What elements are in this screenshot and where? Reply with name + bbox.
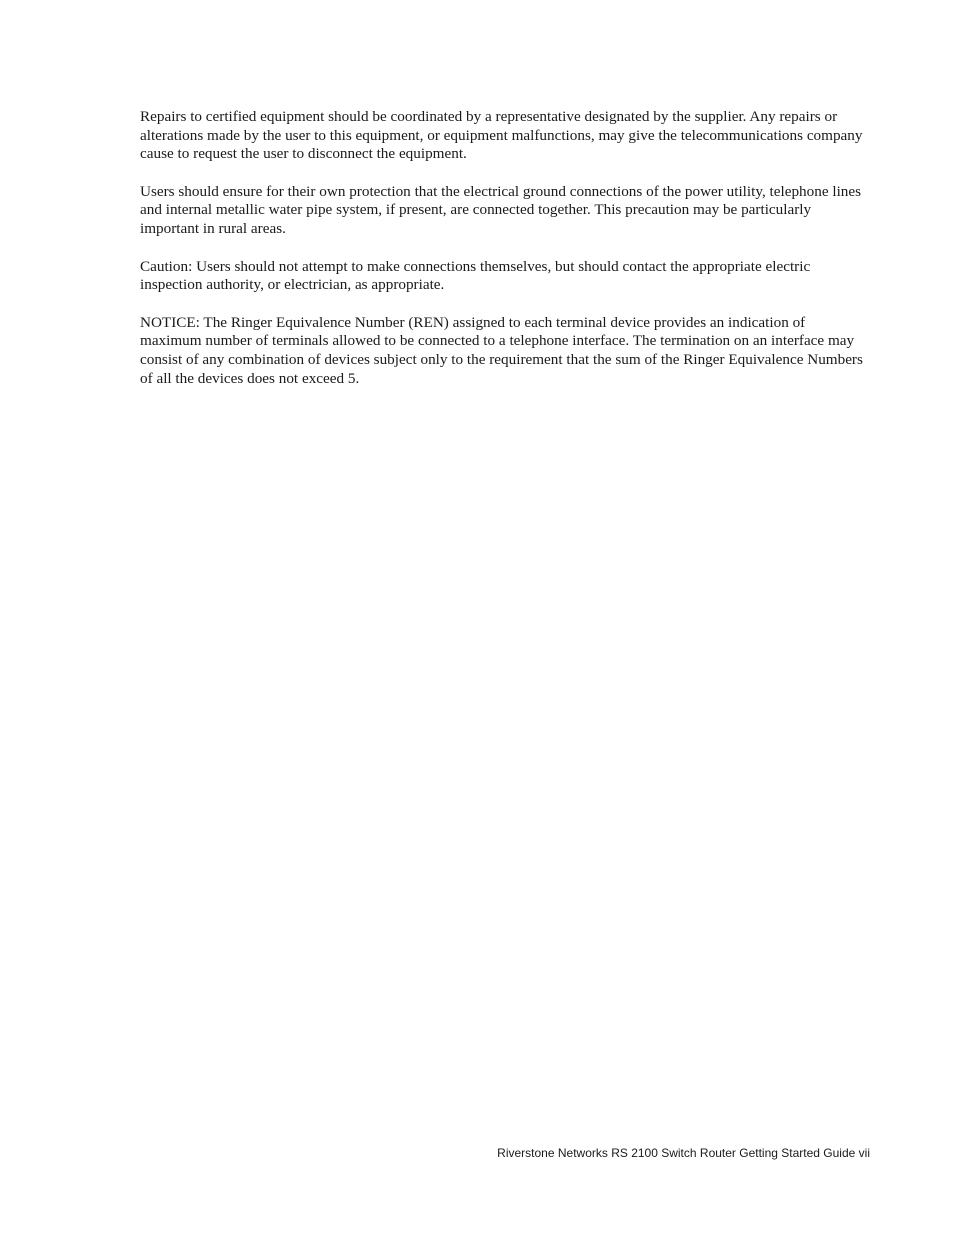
page-footer: Riverstone Networks RS 2100 Switch Router Getting Started Guide vii — [497, 1146, 870, 1160]
paragraph-repairs: Repairs to certified equipment should be coordinated by a representative designated by the supplier. Any repairs or alterations made by the user to this equipment, or equipment malfunctions, may give the telecommunications company cause to request the user to disconnect the equipment. — [140, 108, 863, 163]
body-content — [140, 108, 870, 407]
paragraph-ground-connections: Users should ensure for their own protection that the electrical ground connections of the power utility, telephone lines and internal metallic water pipe system, if present, are connected together. This precaution may be particularly important in rural areas. — [140, 182, 862, 237]
paragraph-caution: Caution: Users should not attempt to make connections themselves, but should contact the appropriate electric inspection authority, or electrician, as appropriate. — [140, 257, 811, 294]
paragraph-ren-notice: NOTICE: The Ringer Equivalence Number (REN) assigned to each terminal device provides an indication of maximum number of terminals allowed to be connected to a telephone interface. The termination on an interface may consist of any combination of devices subject only to the requirement that the sum of the Ringer Equivalence Numbers of all the devices does not exceed 5. — [140, 313, 863, 387]
